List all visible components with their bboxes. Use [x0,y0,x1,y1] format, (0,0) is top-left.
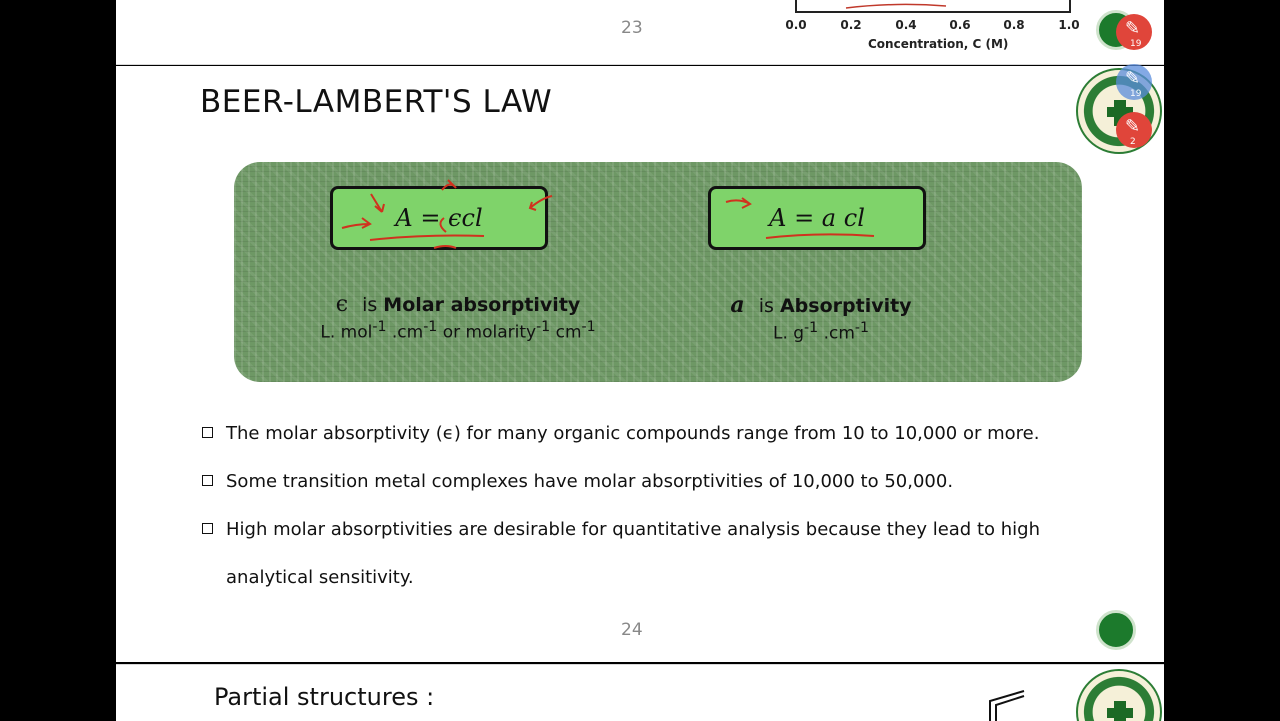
molar-absorptivity-units: L. mol$^{-1}$ $.cm^{-1}$ or molarity$^{-1}$ $cm^{-1}$ [320,319,596,343]
page-number-23: 23 [621,18,643,38]
checkbox-bullet-icon [202,475,213,486]
molar-absorptivity-definition [308,292,608,343]
next-page [116,664,1164,721]
page-number-24: 24 [621,620,643,640]
formula-molar: A = ϵcl [330,186,548,250]
absorptivity-definition [706,292,936,344]
absorptivity-units: L. $g^{-1}$ $.cm^{-1}$ [772,320,870,344]
pen-tool-button[interactable]: ✎ 19 [1116,14,1152,50]
handwritten-annotations [234,162,1082,382]
formula-absorptivity: A = a cl [708,186,926,250]
previous-page [116,0,1164,65]
chart-x-axis-fragment [785,0,1080,60]
formula-panel [234,162,1082,382]
bullet-item: Some transition metal complexes have molar absorptivities of 10,000 to 50,000. [200,458,1100,506]
pen-tool-button[interactable]: ✎ 19 [1116,64,1152,100]
bullet-continuation: analytical sensitivity. [226,567,414,588]
axis-tick-label: 0.2 [840,18,862,32]
pencil-icon: ✎ [1125,18,1141,39]
axis-label: Concentration, C (M) [868,37,1009,51]
bullet-item: The molar absorptivity (ϵ) for many organic compounds range from 10 to 10,000 or more. [200,410,1100,458]
pen-tool-button[interactable]: ✎ 2 [1116,112,1152,148]
pencil-icon: ✎ [1125,68,1141,89]
college-logo-icon [1096,610,1136,650]
molar-absorptivity-term: Molar absorptivity [383,294,581,316]
axis-tick-label: 0.0 [785,18,807,32]
bullet-item: High molar absorptivities are desirable for quantitative analysis because they lead to high [200,506,1100,554]
current-page [116,66,1164,662]
axis-tick-label: 0.8 [1003,18,1025,32]
is-label: is [758,295,774,317]
slide-title: BEER-LAMBERT'S LAW [200,84,553,120]
a-symbol: a [730,292,745,318]
structure-fragment-icon [986,687,1030,721]
pencil-icon: ✎ [1125,116,1141,137]
checkbox-bullet-icon [202,427,213,438]
axis-tick-label: 0.6 [949,18,971,32]
next-page-title: Partial structures : [214,683,435,711]
checkbox-bullet-icon [202,523,213,534]
axis-line [786,0,1076,20]
absorptivity-term: Absorptivity [779,295,912,317]
axis-tick-label: 0.4 [895,18,917,32]
bullet-list [200,410,1100,602]
is-label: is [362,294,378,316]
college-seal-icon [1076,669,1162,721]
epsilon-symbol: ϵ [335,292,349,317]
axis-tick-label: 1.0 [1058,18,1080,32]
